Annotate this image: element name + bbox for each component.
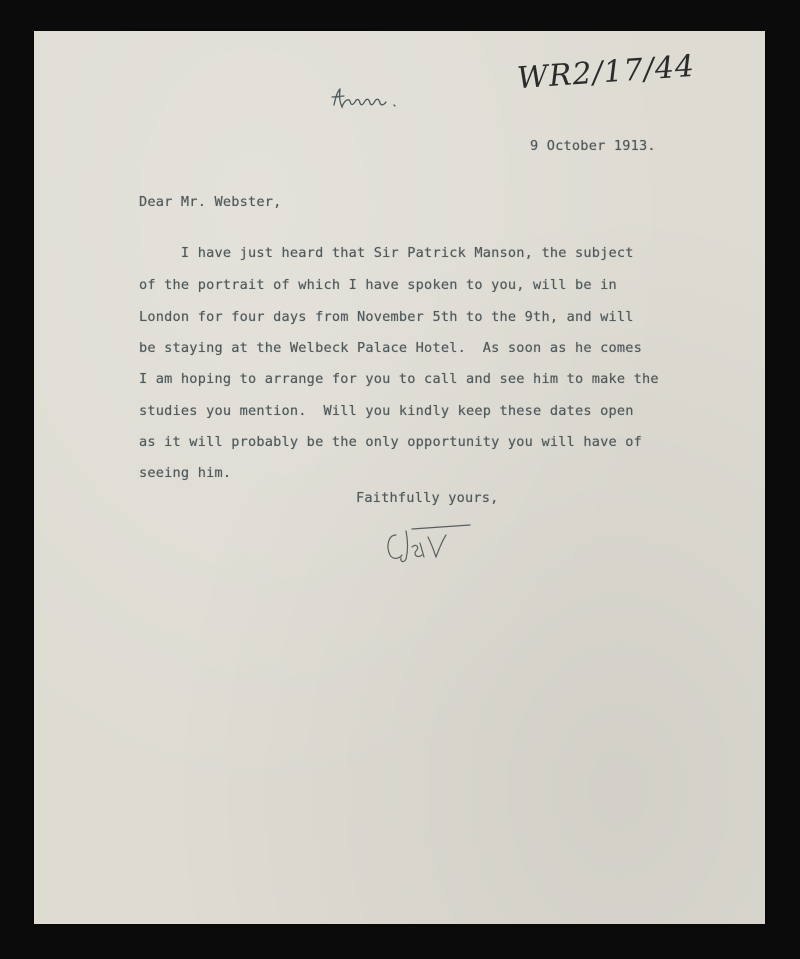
letter-date: 9 October 1913. <box>530 138 656 154</box>
salutation: Dear Mr. Webster, <box>139 194 282 210</box>
body-line: seeing him. <box>139 465 232 481</box>
signature-initials <box>382 521 472 565</box>
body-line: London for four days from November 5th to the 9th, and will <box>139 309 634 325</box>
handwritten-annotation-scribble <box>328 81 428 115</box>
closing: Faithfully yours, <box>356 490 499 506</box>
body-line: be staying at the Welbeck Palace Hotel. As soon as he comes <box>139 340 643 356</box>
body-line: as it will probably be the only opportunity you will have of <box>139 434 643 450</box>
body-line: of the portrait of which I have spoken to you, will be in <box>139 277 617 293</box>
archive-reference-mark: WR2/17/44 <box>515 48 697 97</box>
letter-page <box>34 31 765 924</box>
body-line: I am hoping to arrange for you to call and see him to make the <box>139 371 659 387</box>
body-line: studies you mention. Will you kindly keep these dates open <box>139 403 634 419</box>
body-line: I have just heard that Sir Patrick Manson, the subject <box>139 245 634 261</box>
